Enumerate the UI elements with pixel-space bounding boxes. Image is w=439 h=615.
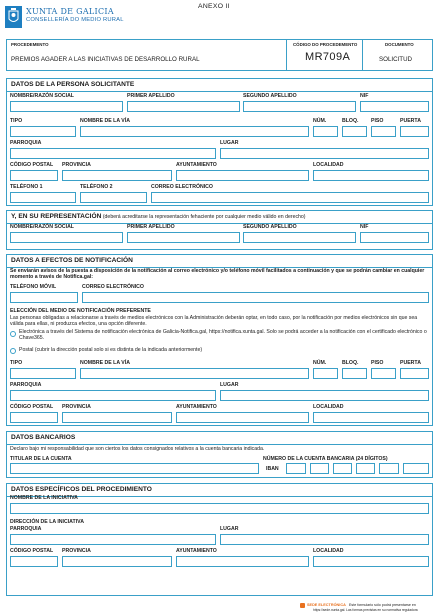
- applicant-title: DATOS DE LA PERSONA SOLICITANTE: [11, 81, 135, 88]
- notif-num-label: NÚM.: [313, 360, 327, 366]
- notif-street-input[interactable]: [80, 368, 309, 379]
- bank-title: DATOS BANCARIOS: [11, 434, 76, 441]
- spec-council-input[interactable]: [176, 556, 309, 567]
- rep-surname2-label: SEGUNDO APELLIDO: [243, 224, 297, 230]
- spec-postcode-input[interactable]: [10, 556, 58, 567]
- applicant-floor-input[interactable]: [371, 126, 396, 137]
- applicant-phone2-input[interactable]: [80, 192, 147, 203]
- applicant-num-input[interactable]: [313, 126, 338, 137]
- applicant-name-input[interactable]: [10, 101, 123, 112]
- radio-electronic[interactable]: [10, 331, 16, 337]
- notif-postcode-label: CÓDIGO POSTAL: [10, 404, 54, 410]
- notif-council-label: AYUNTAMIENTO: [176, 404, 217, 410]
- notif-pref-text: Las personas obligadas a relacionarse a través de medios electrónicos con la Administración deberán optar, en todo caso, por la notificación por medios electrónicos sin que sea válida para ellas, ni produzca efectos, una opción diferente.: [10, 315, 418, 328]
- radio-postal[interactable]: [10, 348, 16, 354]
- notif-email-input[interactable]: [82, 292, 429, 303]
- initiative-name-label: NOMBRE DE LA INICIATIVA: [10, 495, 78, 501]
- applicant-province-input[interactable]: [62, 170, 172, 181]
- applicant-type-input[interactable]: [10, 126, 76, 137]
- notif-block-label: BLOQ.: [342, 360, 359, 366]
- notif-mobile-input[interactable]: [10, 292, 78, 303]
- annex-label: ANEXO II: [198, 3, 230, 10]
- spec-locality-label: LOCALIDAD: [313, 548, 344, 554]
- notif-locality-input[interactable]: [313, 412, 429, 423]
- applicant-phone2-label: TELÉFONO 2: [80, 184, 113, 190]
- spec-locality-input[interactable]: [313, 556, 429, 567]
- applicant-email-label: CORREO ELECTRÓNICO: [151, 184, 213, 190]
- rep-name-input[interactable]: [10, 232, 123, 243]
- procedure-code: MR709A: [305, 51, 351, 63]
- document-label: DOCUMENTO: [385, 42, 414, 47]
- applicant-council-label: AYUNTAMIENTO: [176, 162, 217, 168]
- notification-intro: Se enviarán avisos de la puesta a disposición de la notificación al correo electrónico y/o teléfono móvil facilitados a continuación y que se podrán cambiar en cualquier momento a través de Notifica.gal:: [10, 268, 425, 281]
- applicant-parish-input[interactable]: [10, 148, 216, 159]
- procedure-name: PREMIOS AGADER A LAS INICIATIVAS DE DESARROLLO RURAL: [11, 56, 200, 63]
- applicant-postcode-label: CÓDIGO POSTAL: [10, 162, 54, 168]
- applicant-locality-input[interactable]: [313, 170, 429, 181]
- notif-mobile-label: TELÉFONO MÓVIL: [10, 284, 57, 290]
- iban-group-5[interactable]: [403, 463, 429, 474]
- procedure-label: PROCEDEMENTO: [11, 42, 49, 47]
- notif-locality-label: LOCALIDAD: [313, 404, 344, 410]
- footer-note-1: Este formulario sólo podrá presentarse en: [349, 603, 416, 607]
- notif-num-input[interactable]: [313, 368, 338, 379]
- applicant-surname2-label: SEGUNDO APELLIDO: [243, 93, 297, 99]
- spec-province-input[interactable]: [62, 556, 172, 567]
- xunta-logo: [5, 6, 22, 28]
- notif-place-label: LUGAR: [220, 382, 239, 388]
- iban-group-1[interactable]: [310, 463, 329, 474]
- applicant-surname1-input[interactable]: [127, 101, 240, 112]
- notif-type-input[interactable]: [10, 368, 76, 379]
- applicant-block-input[interactable]: [342, 126, 367, 137]
- iban-prefix: IBAN: [266, 466, 279, 472]
- notif-door-input[interactable]: [400, 368, 429, 379]
- notif-type-label: TIPO: [10, 360, 23, 366]
- rep-nif-label: NIF: [360, 224, 369, 230]
- rep-surname1-input[interactable]: [127, 232, 240, 243]
- applicant-door-input[interactable]: [400, 126, 429, 137]
- option-electronic-label: Electrónica a través del Sistema de notificación electrónica de Galicia-Notifica.gal, https://notifica.xunta.gal. Solo se podrá acceder a la notificación con el certificado electrónico o Chave365.: [19, 329, 427, 342]
- spec-postcode-label: CÓDIGO POSTAL: [10, 548, 54, 554]
- iban-group-2[interactable]: [333, 463, 352, 474]
- bank-holder-input[interactable]: [10, 463, 259, 474]
- initiative-name-input[interactable]: [10, 503, 429, 514]
- org-name: XUNTA DE GALICIA: [26, 7, 114, 16]
- applicant-locality-label: LOCALIDAD: [313, 162, 344, 168]
- notif-pref-title: ELECCIÓN DEL MEDIO DE NOTIFICACIÓN PREFERENTE: [10, 308, 151, 314]
- applicant-type-label: TIPO: [10, 118, 23, 124]
- bank-declaration: Declaro bajo mi responsabilidad que son ciertos los datos consignados relativos a la cuenta bancaria indicada.: [10, 446, 265, 452]
- bank-account-label: NÚMERO DE LA CUENTA BANCARIA (24 DÍGITOS): [263, 456, 388, 462]
- notification-title: DATOS A EFECTOS DE NOTIFICACIÓN: [11, 257, 133, 264]
- applicant-street-label: NOMBRE DE LA VÍA: [80, 118, 130, 124]
- procedure-code-label: CÓDIGO DO PROCEDEMENTO: [293, 42, 358, 47]
- representative-title: Y, EN SU REPRESENTACIÓN: [11, 213, 102, 220]
- representative-note: (deberá acreditarse la representación fehaciente por cualquier medio válido en derecho): [101, 214, 306, 220]
- spec-parish-label: PARROQUIA: [10, 526, 42, 532]
- rep-surname2-input[interactable]: [243, 232, 356, 243]
- rep-name-label: NOMBRE/RAZÓN SOCIAL: [10, 224, 74, 230]
- procedure-header: [6, 39, 433, 71]
- applicant-province-label: PROVINCIA: [62, 162, 91, 168]
- iban-group-4[interactable]: [379, 463, 399, 474]
- sede-icon: [300, 603, 305, 608]
- applicant-nif-label: NIF: [360, 93, 369, 99]
- applicant-street-input[interactable]: [80, 126, 309, 137]
- applicant-place-label: LUGAR: [220, 140, 239, 146]
- initiative-address-label: DIRECCIÓN DE LA INICIATIVA: [10, 519, 84, 525]
- spec-parish-input[interactable]: [10, 534, 216, 545]
- applicant-surname2-input[interactable]: [243, 101, 356, 112]
- applicant-parish-label: PARROQUIA: [10, 140, 42, 146]
- applicant-nif-input[interactable]: [360, 101, 429, 112]
- sede-label: SEDE ELECTRÓNICA: [307, 603, 346, 607]
- notif-council-input[interactable]: [176, 412, 309, 423]
- spec-council-label: AYUNTAMIENTO: [176, 548, 217, 554]
- applicant-num-label: NÚM.: [313, 118, 327, 124]
- specific-title: DATOS ESPECÍFICOS DEL PROCEDIMIENTO: [11, 486, 152, 493]
- org-department: CONSELLERÍA DO MEDIO RURAL: [26, 17, 124, 23]
- document-type: SOLICITUD: [379, 56, 413, 63]
- iban-group-3[interactable]: [356, 463, 375, 474]
- applicant-council-input[interactable]: [176, 170, 309, 181]
- notif-parish-input[interactable]: [10, 390, 216, 401]
- applicant-phone1-input[interactable]: [10, 192, 76, 203]
- applicant-phone1-label: TELÉFONO 1: [10, 184, 43, 190]
- notif-floor-input[interactable]: [371, 368, 396, 379]
- notif-block-input[interactable]: [342, 368, 367, 379]
- notif-province-input[interactable]: [62, 412, 172, 423]
- notif-postcode-input[interactable]: [10, 412, 58, 423]
- rep-surname1-label: PRIMER APELLIDO: [127, 224, 175, 230]
- notif-floor-label: PISO: [371, 360, 384, 366]
- rep-nif-input[interactable]: [360, 232, 429, 243]
- applicant-email-input[interactable]: [151, 192, 429, 203]
- bank-holder-label: TITULAR DE LA CUENTA: [10, 456, 72, 462]
- spec-place-label: LUGAR: [220, 526, 239, 532]
- applicant-name-label: NOMBRE/RAZÓN SOCIAL: [10, 93, 74, 99]
- applicant-postcode-input[interactable]: [10, 170, 58, 181]
- applicant-place-input[interactable]: [220, 148, 429, 159]
- notif-door-label: PUERTA: [400, 360, 421, 366]
- notif-province-label: PROVINCIA: [62, 404, 91, 410]
- applicant-door-label: PUERTA: [400, 118, 421, 124]
- notif-place-input[interactable]: [220, 390, 429, 401]
- spec-province-label: PROVINCIA: [62, 548, 91, 554]
- footer-note-2: https://sede.xunta.gal. Las formas previstas en su normativa reguladora: [313, 608, 418, 612]
- applicant-block-label: BLOQ.: [342, 118, 359, 124]
- iban-country-input[interactable]: [286, 463, 306, 474]
- applicant-surname1-label: PRIMER APELLIDO: [127, 93, 175, 99]
- notif-email-label: CORREO ELECTRÓNICO: [82, 284, 144, 290]
- notif-street-label: NOMBRE DE LA VÍA: [80, 360, 130, 366]
- coat-of-arms-icon: [5, 6, 22, 28]
- option-postal-label: Postal (cubrir la dirección postal solo si es distinta de la indicada anteriormente): [19, 347, 203, 353]
- spec-place-input[interactable]: [220, 534, 429, 545]
- notif-parish-label: PARROQUIA: [10, 382, 42, 388]
- applicant-floor-label: PISO: [371, 118, 384, 124]
